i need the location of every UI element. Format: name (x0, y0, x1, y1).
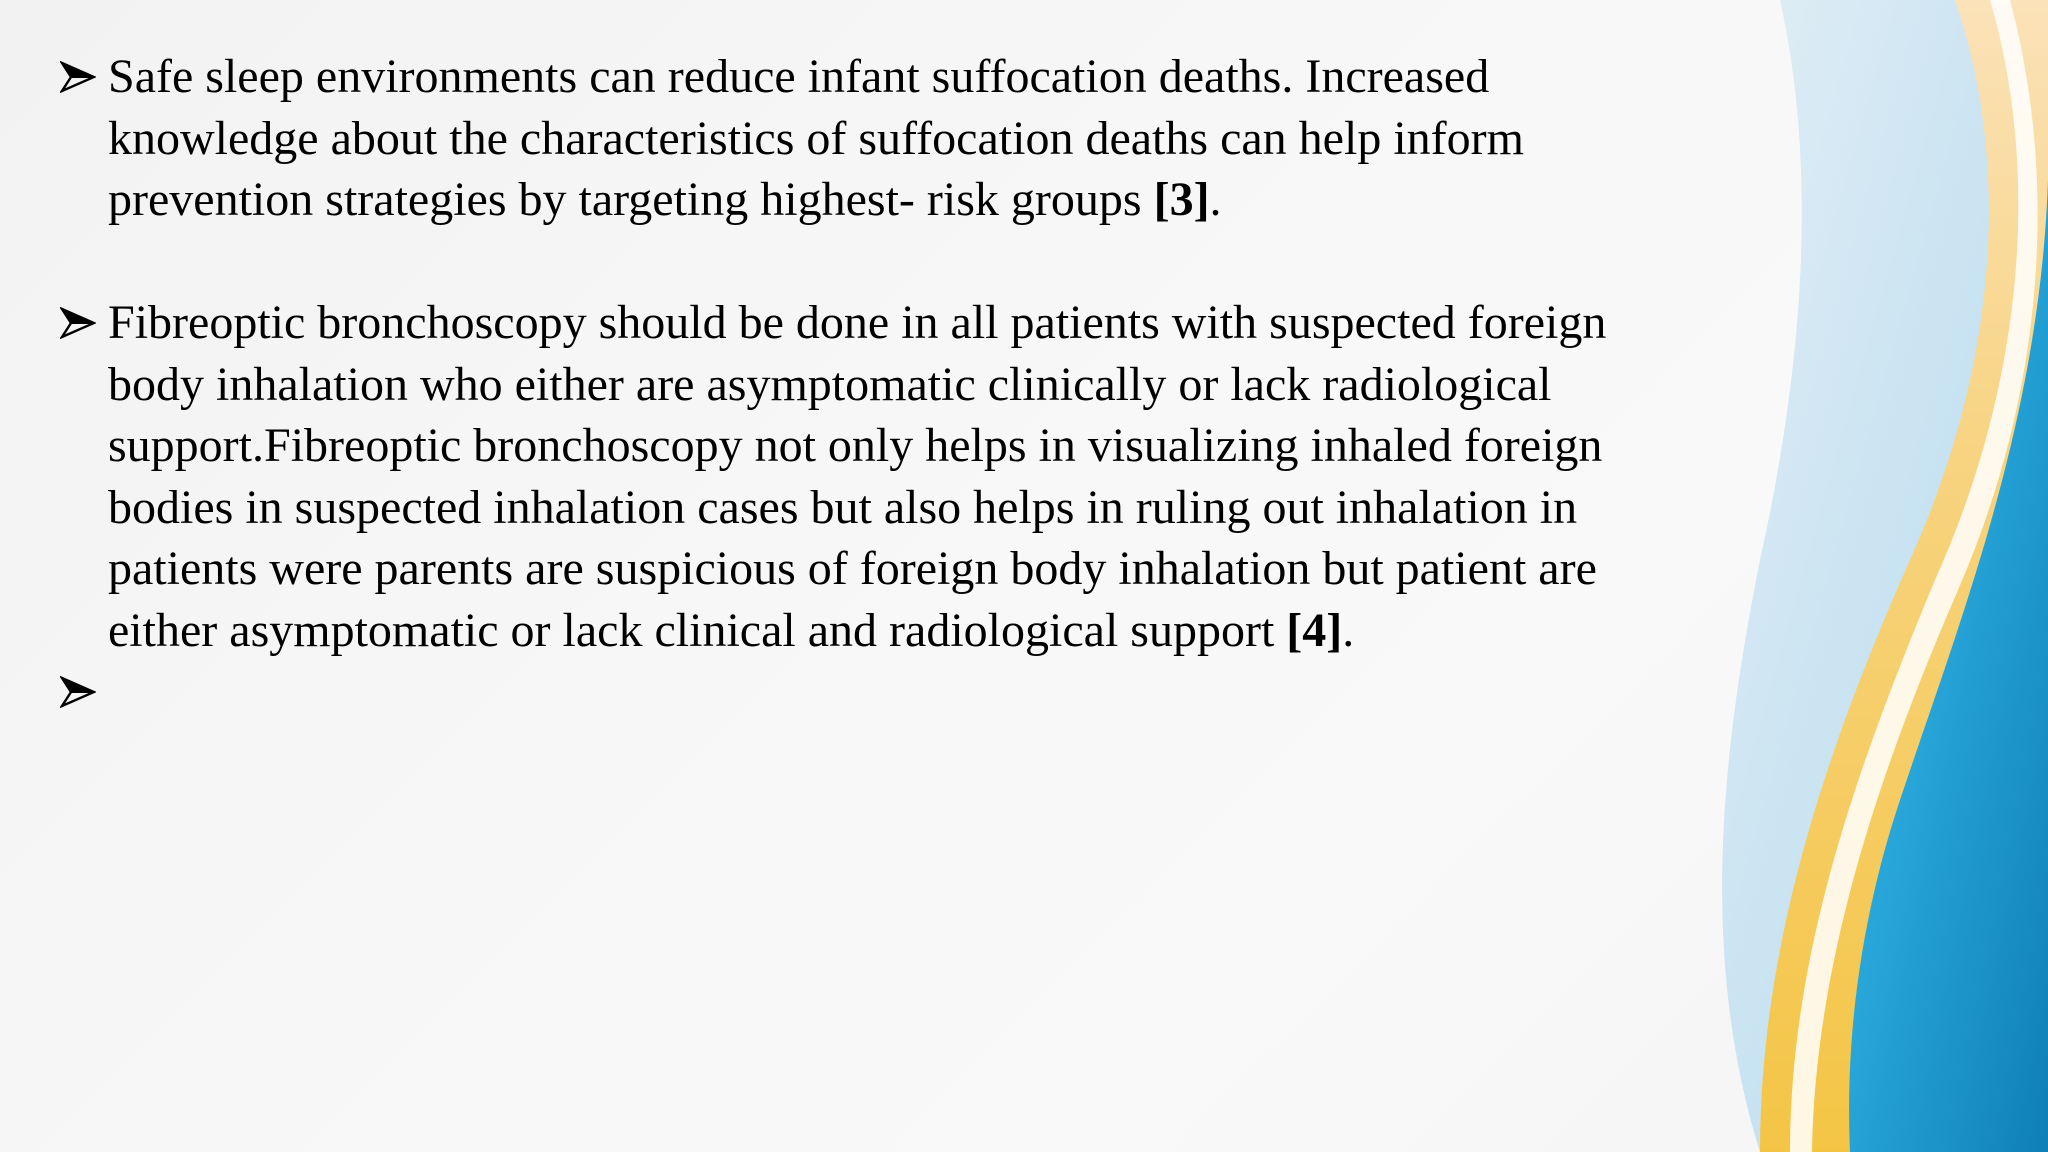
citation-ref: [4] (1286, 603, 1343, 657)
blue-wave (1849, 180, 2048, 1152)
bullet-item (60, 292, 1680, 661)
arrowhead-bullet-icon (60, 307, 96, 339)
bullet-text: Fibreoptic bronchoscopy should be done in all patients with suspected foreign body inhalation who either are asymptomatic clinically or lack radiological support.Fibreoptic bronchoscopy not only helps in visualizing inhaled foreign bodies in suspected inhalation cases but also helps in ruling out inhalation in patients were parents are suspicious of foreign body inhalation but patient are either asymptomatic or lack clinical and radiological support (108, 296, 1607, 657)
bullet-text: Safe sleep environments can reduce infant suffocation deaths. Increased knowledge about the characteristics of suffocation deaths can help inform prevention strategies by targeting highest- risk groups (108, 50, 1524, 226)
bullet-item-empty (60, 661, 1680, 723)
bullet-list (60, 46, 1680, 723)
white-wave-stripe (1790, 0, 2038, 1152)
arrowhead-bullet-icon (60, 676, 96, 708)
bullet-item (60, 46, 1680, 231)
bullet-end: . (1209, 173, 1222, 226)
citation-ref: [3] (1153, 173, 1210, 226)
yellow-wave (1760, 0, 2048, 1152)
arrowhead-bullet-icon (60, 61, 96, 93)
bullet-end: . (1342, 603, 1355, 657)
light-blue-wave (1722, 0, 2048, 1152)
